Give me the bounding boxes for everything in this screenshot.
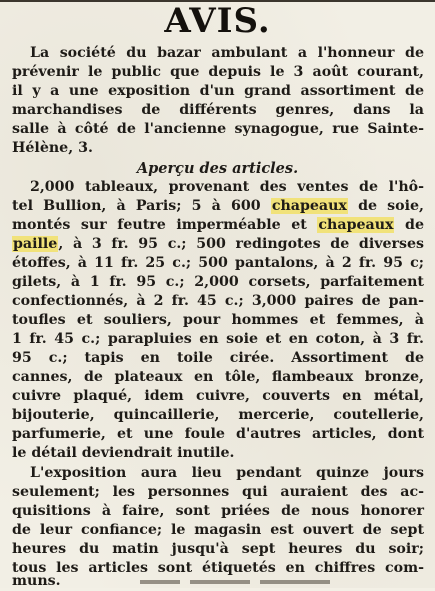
p2-line-3 <box>12 216 424 235</box>
p2-line-9: 1 fr. 45 c.; parapluies en soie et en coton, à 3 fr. <box>12 331 424 347</box>
text-segment: de soie, <box>347 198 424 214</box>
p2-line-14: parfumerie, et une foule d'autres articles, dont <box>12 426 424 442</box>
notice-title: AVIS. <box>164 1 271 41</box>
p3-line-1: L'exposition aura lieu pendant quinze jours <box>30 465 424 481</box>
p2-line-6: gilets, à 1 fr. 95 c.; 2,000 corsets, parfaitement <box>12 274 424 290</box>
text-segment: de <box>394 217 424 233</box>
p1-line-1: La société du bazar ambulant a l'honneur de <box>30 45 424 61</box>
p2-line-1: 2,000 tableaux, provenant des ventes de l'hô- <box>30 179 424 195</box>
p2-line-10: 95 c.; tapis en toile cirée. Assortiment de <box>12 350 424 366</box>
p2-line-2 <box>12 197 424 216</box>
p3-line-6: tous les articles sont étiquetés en chiffres com- <box>12 560 424 576</box>
p3-line-7: muns. <box>12 573 61 589</box>
p2-line-11: cannes, de plateaux en tôle, flambeaux bronze, <box>12 369 424 385</box>
subheading: Aperçu des articles. <box>136 160 299 177</box>
highlighted-term: chapeaux <box>271 198 347 214</box>
text-segment: montés sur feutre imperméable et <box>12 217 318 233</box>
highlighted-term: paille <box>13 236 58 252</box>
cut-off-next-article <box>0 578 435 588</box>
p2-line-7: confectionnés, à 2 fr. 45 c.; 3,000 paires de pan- <box>12 293 424 309</box>
p2-line-13: bijouterie, quincaillerie, mercerie, coutellerie, <box>12 407 424 423</box>
p2-line-8: toufles et souliers, pour hommes et femmes, à <box>12 312 424 328</box>
p1-line-3: il y a une exposition d'un grand assortiment de <box>12 83 424 99</box>
p3-line-2: seulement; les personnes qui auraient des ac- <box>12 484 424 500</box>
p1-line-2: prévenir le public que depuis le 3 août courant, <box>12 64 424 80</box>
p1-line-5: salle à côté de l'ancienne synagogue, rue Sainte- <box>12 121 424 137</box>
p2-line-15: le détail deviendrait inutile. <box>12 445 235 461</box>
p2-line-12: cuivre plaqué, idem cuivre, couverts en métal, <box>12 388 424 404</box>
p3-line-4: de leur confiance; le magasin est ouvert de sept <box>12 522 424 538</box>
p1-line-6: Hélène, 3. <box>12 140 93 156</box>
text-segment: , à 3 fr. 95 c.; 500 redingotes de diverses <box>58 236 424 252</box>
p2-line-5: étoffes, à 11 fr. 25 c.; 500 pantalons, à 2 fr. 95 c; <box>12 255 424 271</box>
p3-line-5: heures du matin jusqu'à sept heures du soir; <box>12 541 424 557</box>
p3-line-3: quisitions à faire, sont priées de nous honorer <box>12 503 424 519</box>
highlighted-term: chapeaux <box>318 217 394 233</box>
p2-line-4 <box>12 235 424 254</box>
text-segment: tel Bullion, à Paris; 5 à 600 <box>12 198 271 214</box>
p1-line-4: marchandises de différents genres, dans la <box>12 102 424 118</box>
